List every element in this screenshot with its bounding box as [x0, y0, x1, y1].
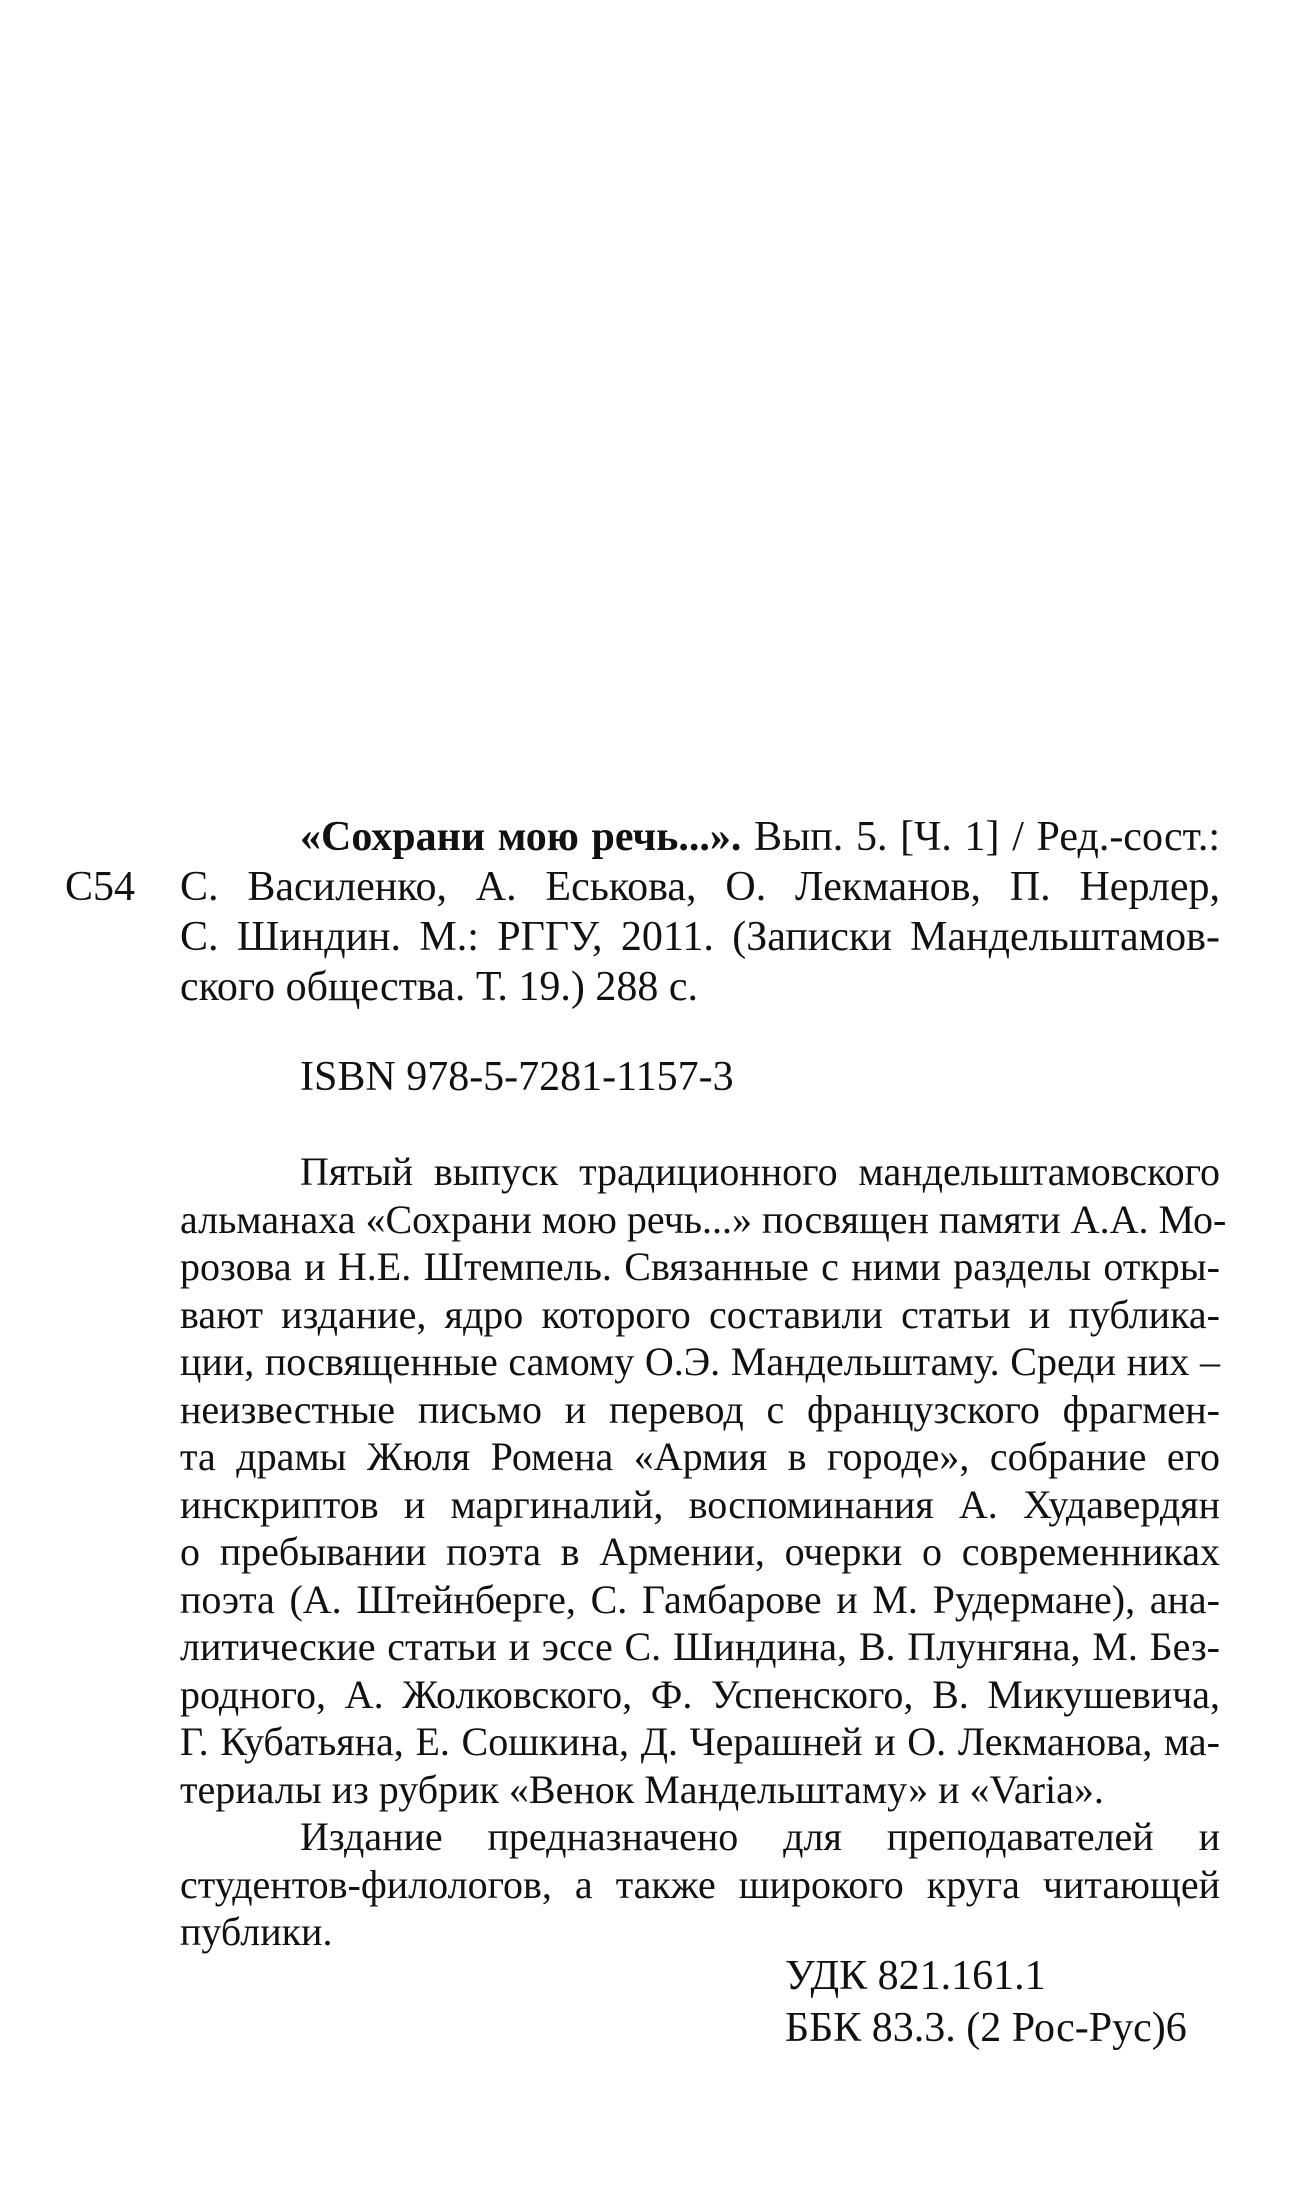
annotation-line: литические статьи и эссе С. Шиндина, В. Плунгяна, М. Без- [180, 1624, 1220, 1669]
annotation-line: поэта (А. Штейнберге, С. Гамбарове и М. Рудермане), ана- [180, 1576, 1220, 1622]
book-title: «Сохрани мою речь...». [300, 814, 742, 860]
bibliographic-record [180, 812, 1220, 1012]
annotation-line: инскриптов и маргиналий, воспоминания А. Худавердян [180, 1481, 1220, 1527]
annotation-line: Издание предназначено для преподавателей и [300, 1814, 1220, 1859]
annotation-line: вают издание, ядро которого составили статьи и публика- [180, 1291, 1220, 1337]
annotation-line: публики. [180, 1909, 333, 1954]
record-heading-line [180, 812, 1220, 862]
annotation-line: альманаха «Сохрани мою речь...» посвящен памяти А.А. Мо- [180, 1196, 1227, 1242]
annotation-line: розова и Н.Е. Штемпель. Связанные с ними разделы откры- [180, 1244, 1220, 1289]
classification-codes [785, 1950, 1187, 2054]
annotation-line: Г. Кубатьяна, Е. Сошкина, Д. Черашней и О. Лекманова, ма- [180, 1719, 1220, 1764]
udk-code: УДК 821.161.1 [785, 1953, 1046, 1999]
isbn: ISBN 978-5-7281-1157-3 [300, 1054, 734, 1100]
record-line: С. Василенко, А. Еськова, О. Лекманов, П. Нерлер, [180, 864, 1220, 910]
annotation [180, 1148, 1227, 1956]
annotation-line: ции, посвященные самому О.Э. Мандельштаму. Среди них – [180, 1339, 1220, 1384]
annotation-line: та драмы Жюля Ромена «Армия в городе», собрание его [180, 1434, 1220, 1479]
annotation-line: студентов-филологов, а также широкого круга читающей [180, 1861, 1220, 1907]
author-cipher: С54 [65, 864, 136, 910]
record-line: ского общества. Т. 19.) 288 с. [180, 964, 698, 1010]
annotation-line: неизвестные письмо и перевод с французского фрагмен- [180, 1386, 1220, 1432]
record-line: С. Шиндин. М.: РГГУ, 2011. (Записки Мандельштамов- [180, 914, 1220, 960]
annotation-line: родного, А. Жолковского, Ф. Успенского, В. Микушевича, [180, 1671, 1220, 1717]
bbk-code: ББК 83.3. (2 Рос-Рус)6 [785, 2005, 1187, 2051]
annotation-line: о пребывании поэта в Армении, очерки о современниках [180, 1529, 1220, 1574]
annotation-line: териалы из рубрик «Венок Мандельштаму» и «Varia». [180, 1766, 1104, 1812]
record-heading-rest: Вып. 5. [Ч. 1] / Ред.-сост.: [741, 814, 1220, 860]
annotation-line: Пятый выпуск традиционного мандельштамовского [300, 1149, 1220, 1194]
